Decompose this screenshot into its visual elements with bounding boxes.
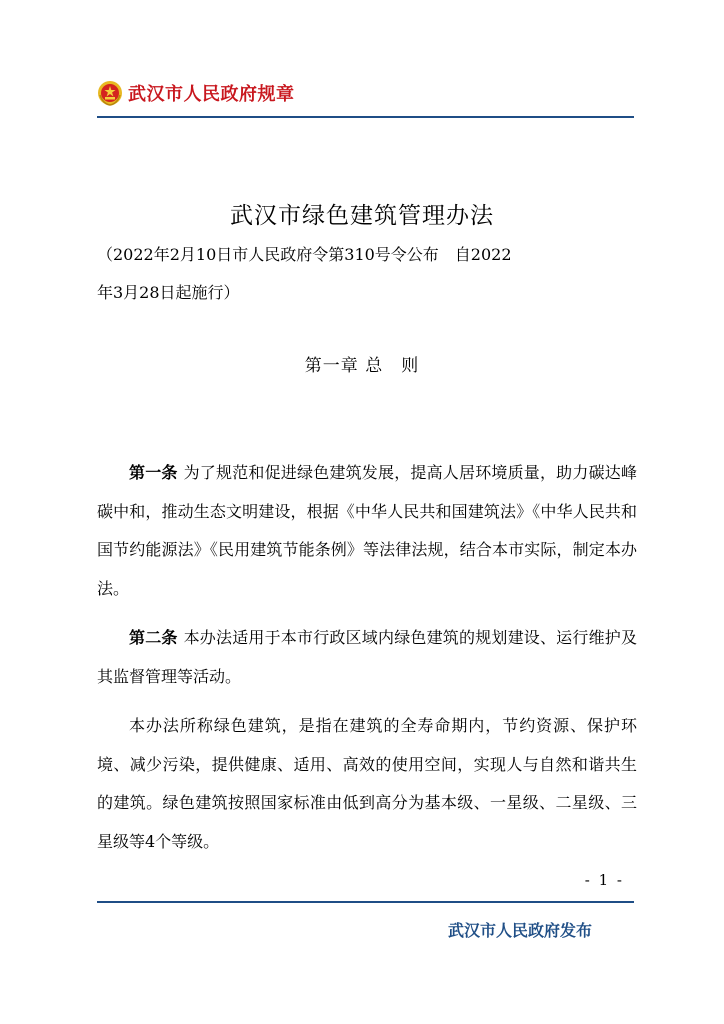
promulgation-line-2: 年3月28日起施行） [97, 283, 240, 302]
chapter-title-part1: 总 [365, 356, 384, 376]
promulgation-note [97, 236, 637, 312]
article-1 [97, 454, 637, 608]
header-title: 武汉市人民政府规章 [128, 84, 295, 105]
article-2-text: 本办法适用于本市行政区域内绿色建筑的规划建设、运行维护及其监督管理等活动。 [97, 628, 637, 686]
document-body [97, 454, 637, 872]
chapter-title-part2: 则 [401, 356, 420, 376]
document-title: 武汉市绿色建筑管理办法 [230, 203, 494, 229]
promulgation-line-1: （2022年2月10日市人民政府令第310号令公布 自2022 [97, 245, 512, 264]
header-divider [97, 116, 634, 118]
article-1-text: 为了规范和促进绿色建筑发展，提高人居环境质量，助力碳达峰碳中和，推动生态文明建设，根据《中华人民共和国建筑法》《中华人民共和国节约能源法》《民用建筑节能条例》等法律法规，结合本市实际，制定本办法。 [97, 463, 637, 598]
page-number: - 1 - [584, 871, 624, 889]
paragraph-definition: 本办法所称绿色建筑，是指在建筑的全寿命期内，节约资源、保护环境、减少污染，提供健康、适用、高效的使用空间，实现人与自然和谐共生的建筑。绿色建筑按照国家标准由低到高分为基本级、一星级、二星级、三星级等4个等级。 [97, 716, 637, 851]
article-2-number: 第二条 [129, 628, 178, 647]
chapter-number: 第一章 [304, 356, 359, 376]
article-1-number: 第一条 [129, 463, 178, 482]
footer-divider [97, 901, 634, 903]
page-header [97, 76, 295, 110]
chapter-heading [0, 351, 724, 376]
national-emblem-icon [97, 80, 123, 106]
footer-publisher: 武汉市人民政府发布 [447, 921, 592, 940]
article-2 [97, 619, 637, 696]
